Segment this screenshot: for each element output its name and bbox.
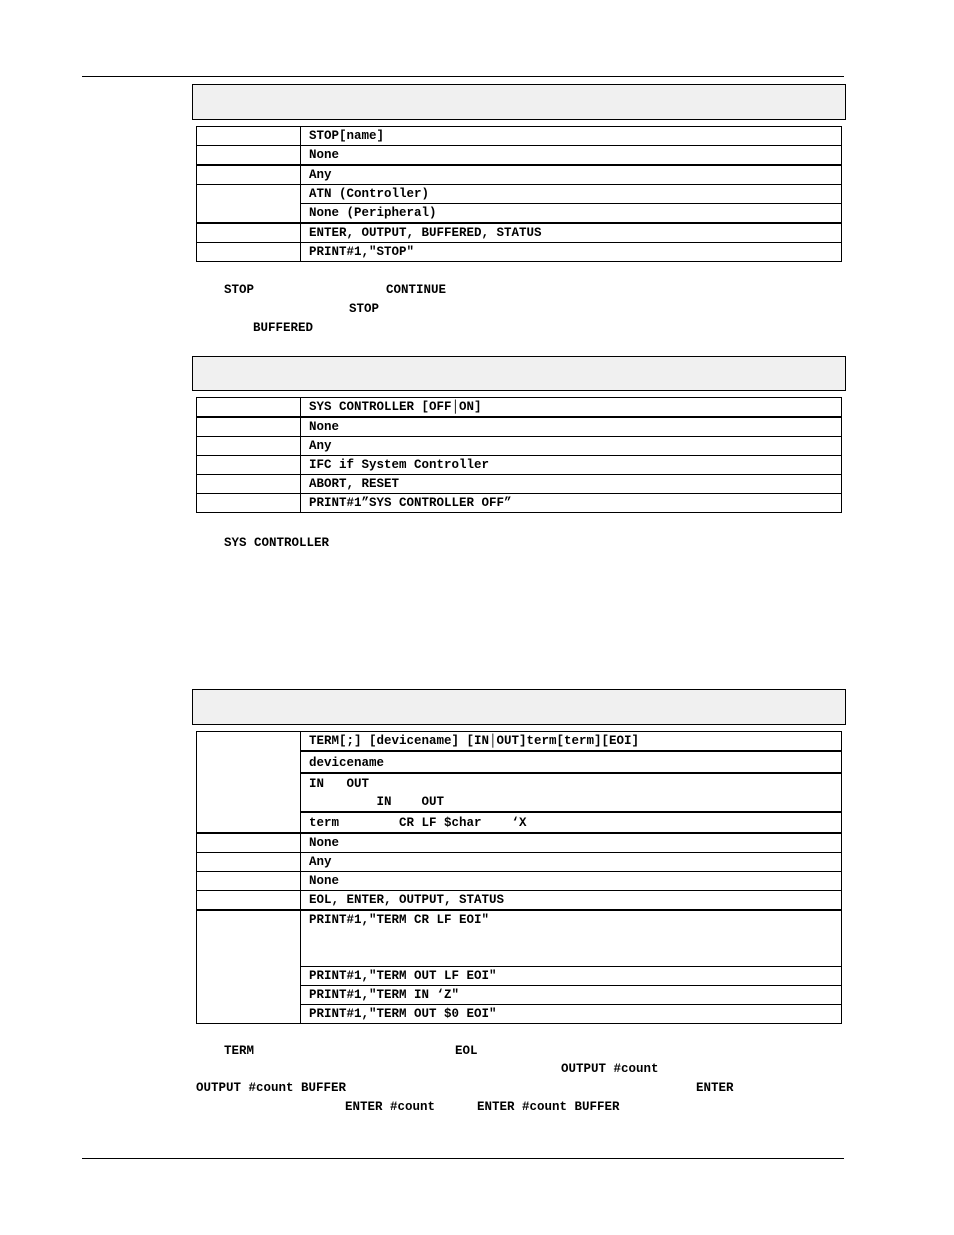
table-row <box>197 437 842 456</box>
mode-value: Any <box>301 853 842 872</box>
response-value: None <box>301 146 842 166</box>
table-row <box>197 872 842 891</box>
term-command-table <box>196 731 842 1024</box>
term-desc-fragment: OUTPUT #count <box>561 1062 659 1076</box>
term-desc-fragment: TERM <box>224 1044 255 1058</box>
row-label <box>197 417 301 437</box>
mode-value: Any <box>301 437 842 456</box>
stop-desc-fragment: STOP <box>349 302 380 316</box>
row-label <box>197 127 301 146</box>
syntax-value: TERM[;] [devicename] [IN│OUT]term[term][EOI] <box>301 732 842 752</box>
header-rule <box>82 76 844 77</box>
term-header-box <box>192 689 846 725</box>
table-row <box>197 127 842 146</box>
row-label <box>197 853 301 872</box>
table-row <box>197 223 842 243</box>
table-row <box>197 185 842 204</box>
row-label <box>197 243 301 262</box>
row-label <box>197 165 301 185</box>
example-value: PRINT#1,"TERM OUT $0 EOI" <box>301 1004 842 1023</box>
table-row <box>197 853 842 872</box>
row-label <box>197 910 301 1023</box>
example-value: PRINT#1,"STOP" <box>301 243 842 262</box>
see-also-value: ABORT, RESET <box>301 475 842 494</box>
example-value: PRINT#1,"TERM CR LF EOI" <box>301 910 842 966</box>
stop-header-box <box>192 84 846 120</box>
table-row <box>197 243 842 262</box>
row-label <box>197 185 301 224</box>
table-row <box>197 417 842 437</box>
table-row <box>197 475 842 494</box>
row-label <box>197 891 301 911</box>
row-label <box>197 456 301 475</box>
example-value: PRINT#1,"TERM IN ‘Z" <box>301 985 842 1004</box>
table-row <box>197 165 842 185</box>
example-value: PRINT#1”SYS CONTROLLER OFF” <box>301 494 842 513</box>
stop-desc-fragment: STOP <box>224 283 255 297</box>
row-label <box>197 223 301 243</box>
bus-states-value: None (Peripheral) <box>301 204 842 224</box>
term-desc-fragment: ENTER #count BUFFER <box>477 1100 620 1114</box>
syntax-param: IN OUT IN OUT <box>301 773 842 812</box>
stop-desc-fragment: CONTINUE <box>386 283 447 297</box>
sysctl-command-table <box>196 397 842 513</box>
row-label <box>197 833 301 853</box>
row-label <box>197 494 301 513</box>
stop-command-table <box>196 126 842 262</box>
term-desc-fragment: OUTPUT #count BUFFER <box>196 1081 347 1095</box>
syntax-param: devicename <box>301 751 842 773</box>
table-row <box>197 146 842 166</box>
row-label <box>197 872 301 891</box>
table-row <box>197 891 842 911</box>
row-label <box>197 437 301 456</box>
see-also-value: EOL, ENTER, OUTPUT, STATUS <box>301 891 842 911</box>
response-value: None <box>301 833 842 853</box>
table-row <box>197 494 842 513</box>
row-label <box>197 732 301 834</box>
example-value: PRINT#1,"TERM OUT LF EOI" <box>301 966 842 985</box>
bus-states-value: None <box>301 872 842 891</box>
row-label <box>197 398 301 418</box>
sysctl-desc-fragment: SYS CONTROLLER <box>224 536 330 550</box>
table-row <box>197 732 842 752</box>
table-row <box>197 456 842 475</box>
term-desc-fragment: ENTER <box>696 1081 734 1095</box>
see-also-value: ENTER, OUTPUT, BUFFERED, STATUS <box>301 223 842 243</box>
sysctl-header-box <box>192 356 846 391</box>
stop-desc-fragment: BUFFERED <box>253 321 314 335</box>
table-row <box>197 398 842 418</box>
footer-rule <box>82 1158 844 1159</box>
table-row <box>197 833 842 853</box>
bus-states-value: IFC if System Controller <box>301 456 842 475</box>
term-desc-fragment: EOL <box>455 1044 478 1058</box>
table-row <box>197 910 842 966</box>
row-label <box>197 146 301 166</box>
term-desc-fragment: ENTER #count <box>345 1100 436 1114</box>
syntax-value: STOP[name] <box>301 127 842 146</box>
bus-states-value: ATN (Controller) <box>301 185 842 204</box>
syntax-value: SYS CONTROLLER [OFF│ON] <box>301 398 842 418</box>
mode-value: Any <box>301 165 842 185</box>
response-value: None <box>301 417 842 437</box>
row-label <box>197 475 301 494</box>
syntax-param: term CR LF $char ‘X <box>301 812 842 833</box>
